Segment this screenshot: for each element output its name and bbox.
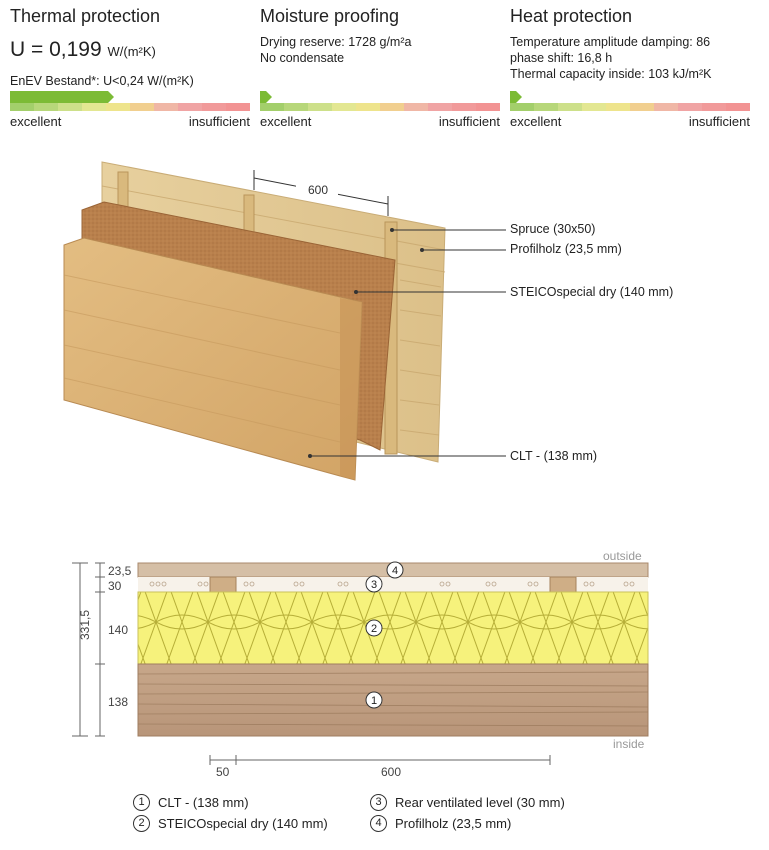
scale-segment — [428, 103, 452, 111]
u-value-number: U = 0,199 — [10, 38, 102, 61]
scale-segment — [558, 103, 582, 111]
drying-reserve: Drying reserve: 1728 g/m²a — [260, 35, 412, 49]
legend-num-1: 1 — [133, 794, 150, 811]
scale-segment — [582, 103, 606, 111]
legend-text-3: Rear ventilated level (30 mm) — [395, 795, 565, 810]
legend-num-2: 2 — [133, 815, 150, 832]
thermal-excellent-label: excellent — [10, 114, 62, 129]
scale-segment — [380, 103, 404, 111]
callout-profilholz: Profilholz (23,5 mm) — [510, 242, 622, 256]
wall-3d-model — [0, 150, 769, 490]
legend-num-3: 3 — [370, 794, 387, 811]
callout-spruce: Spruce (30x50) — [510, 222, 596, 236]
scale-segment — [178, 103, 202, 111]
scale-segment — [476, 103, 500, 111]
thermal-capacity: Thermal capacity inside: 103 kJ/m²K — [510, 67, 712, 81]
callout-clt: CLT - (138 mm) — [510, 449, 598, 463]
scale-segment — [606, 103, 630, 111]
legend-num-4: 4 — [370, 815, 387, 832]
condensate-status: No condensate — [260, 51, 345, 65]
scale-segment — [510, 103, 534, 111]
scale-segment — [130, 103, 154, 111]
heat-excellent-label: excellent — [510, 114, 562, 129]
scale-segment — [452, 103, 476, 111]
marker-2: 2 — [370, 623, 378, 635]
legend-text-1: CLT - (138 mm) — [158, 795, 249, 810]
scale-segment — [82, 103, 106, 111]
scale-segment — [356, 103, 380, 111]
scale-segment — [260, 103, 284, 111]
scale-segment — [34, 103, 58, 111]
moisture-excellent-label: excellent — [260, 114, 312, 129]
inside-label: inside — [613, 737, 645, 751]
legend-item-3 — [370, 794, 565, 811]
dim-clt: 138 — [108, 695, 129, 709]
legend-item-4 — [370, 815, 511, 832]
scale-segment — [10, 103, 34, 111]
scale-segment — [702, 103, 726, 111]
moisture-insufficient-label: insufficient — [438, 114, 500, 129]
scale-segment — [654, 103, 678, 111]
dim-600: 600 — [381, 765, 402, 779]
thermal-indicator — [10, 91, 108, 103]
section-batten-right — [550, 577, 576, 592]
scale-segment — [308, 103, 332, 111]
scale-segment — [726, 103, 750, 111]
legend-item-2 — [133, 815, 328, 832]
scale-segment — [678, 103, 702, 111]
scale-segment — [630, 103, 654, 111]
dim-ventilated: 30 — [108, 579, 122, 593]
scale-segment — [284, 103, 308, 111]
moisture-title: Moisture proofing — [260, 6, 400, 26]
legend-text-2: STEICOspecial dry (140 mm) — [158, 816, 328, 831]
marker-1: 1 — [370, 695, 378, 707]
moisture-scale — [260, 103, 500, 111]
model-dim-600: 600 — [307, 183, 329, 197]
legend-text-4: Profilholz (23,5 mm) — [395, 816, 512, 831]
amplitude-damping: Temperature amplitude damping: 86 — [510, 35, 711, 49]
heat-indicator — [510, 91, 516, 103]
marker-3: 3 — [370, 579, 378, 591]
scale-segment — [58, 103, 82, 111]
phase-shift: phase shift: 16,8 h — [510, 51, 613, 65]
section-steico — [138, 592, 648, 664]
thermal-title: Thermal protection — [10, 6, 161, 26]
callout-steico: STEICOspecial dry (140 mm) — [510, 285, 674, 299]
scale-segment — [202, 103, 226, 111]
heat-insufficient-label: insufficient — [688, 114, 750, 129]
scale-segment — [226, 103, 250, 111]
u-value — [10, 38, 156, 62]
marker-4: 4 — [391, 565, 399, 577]
u-value-unit: W/(m²K) — [107, 44, 156, 59]
scale-segment — [106, 103, 130, 111]
scale-segment — [404, 103, 428, 111]
scale-segment — [154, 103, 178, 111]
dim-profilholz: 23,5 — [108, 564, 132, 578]
heat-title: Heat protection — [510, 6, 633, 26]
moisture-indicator — [260, 91, 266, 103]
scale-segment — [534, 103, 558, 111]
heat-scale — [510, 103, 750, 111]
dim-50: 50 — [216, 765, 230, 779]
thermal-insufficient-label: insufficient — [188, 114, 250, 129]
legend-item-1 — [133, 794, 249, 811]
dim-steico: 140 — [108, 623, 129, 637]
scale-segment — [332, 103, 356, 111]
enev-requirement: EnEV Bestand*: U<0,24 W/(m²K) — [10, 74, 194, 88]
thermal-scale — [10, 103, 250, 111]
section-batten-left — [210, 577, 236, 592]
outside-label: outside — [603, 549, 642, 563]
total-thickness: 331,5 — [78, 609, 92, 640]
